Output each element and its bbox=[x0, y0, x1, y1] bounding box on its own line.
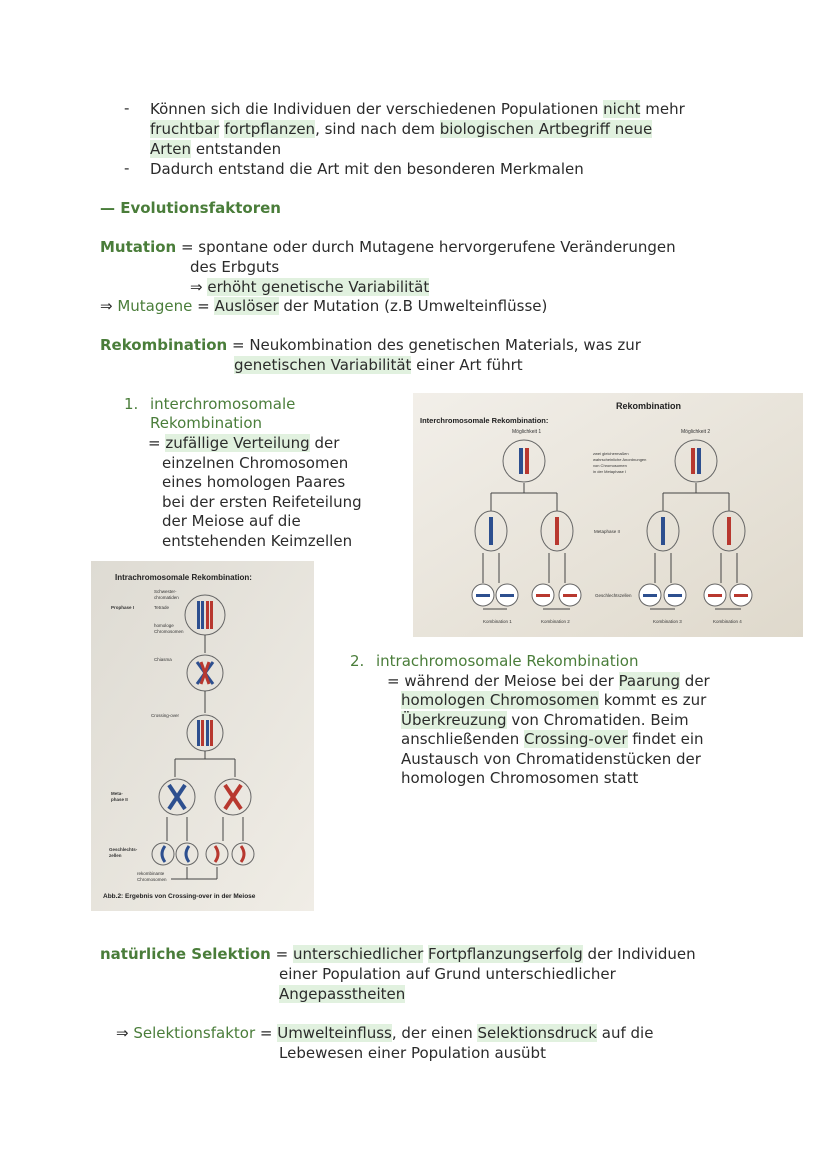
rekombination-definition: Rekombination = Neukombination des genetischen Materials, was zur bbox=[100, 336, 641, 354]
bullet-dash: - bbox=[124, 159, 130, 177]
inter-number: 1. bbox=[124, 395, 139, 413]
figure-inter-gametes: Geschlechtszellen bbox=[595, 593, 632, 598]
figure-intra-rekomb-1: rekombinante bbox=[137, 871, 165, 876]
figure-inter-note: in der Metaphase I bbox=[593, 469, 627, 474]
figure-intra-tetrade: Tetrade bbox=[154, 605, 170, 610]
figure-inter-moeglichkeit-2: Möglichkeit 2 bbox=[681, 429, 711, 435]
figure-intra-metaphase-2: phase II bbox=[111, 797, 128, 802]
mutation-term: Mutation bbox=[100, 238, 177, 256]
inter-title-2: Rekombination bbox=[150, 414, 263, 432]
intra-line-4: anschließenden Crossing-over findet ein bbox=[401, 730, 704, 748]
bullet-1-line-1: Können sich die Individuen der verschiedenen Populationen nicht mehr bbox=[150, 100, 685, 118]
figure-intra-geschlecht-2: zellen bbox=[109, 853, 122, 858]
bullet-1-line-3: Arten entstanden bbox=[150, 140, 282, 158]
inter-title-1: interchromosomale bbox=[150, 395, 296, 413]
figure-interchromosomal bbox=[413, 393, 803, 637]
figure-intrachromosomal-drawing bbox=[91, 561, 314, 911]
figure-intra-metaphase-1: Meta- bbox=[111, 791, 123, 796]
mutation-result: ⇒ erhöht genetische Variabilität bbox=[190, 278, 430, 296]
figure-intrachromosomal bbox=[91, 561, 314, 911]
intra-title: intrachromosomale Rekombination bbox=[376, 652, 639, 670]
intra-line-6: homologen Chromosomen statt bbox=[401, 769, 639, 787]
figure-intra-homologe: homologe bbox=[154, 623, 174, 628]
inter-definition-1: = zufällige Verteilung der bbox=[148, 434, 340, 452]
intra-line-3: Überkreuzung von Chromatiden. Beim bbox=[401, 711, 689, 729]
intra-line-2: homologen Chromosomen kommt es zur bbox=[401, 691, 707, 709]
figure-intra-schwester: chromatiden bbox=[154, 595, 179, 600]
figure-inter-metaphase: Metaphase II bbox=[594, 529, 621, 534]
figure-inter-moeglichkeit-1: Möglichkeit 1 bbox=[512, 429, 542, 435]
inter-line: eines homologen Paares bbox=[162, 473, 346, 491]
mutation-definition: Mutation = spontane oder durch Mutagene hervorgerufene Veränderungen bbox=[100, 238, 676, 256]
figure-interchromosomal-drawing bbox=[413, 393, 803, 637]
bullet-1-line-2: fruchtbar fortpflanzen, sind nach dem biologischen Artbegriff neue bbox=[150, 120, 653, 138]
mutagene-definition: ⇒ Mutagene = Auslöser der Mutation (z.B Umwelteinflüsse) bbox=[100, 297, 548, 315]
rekombination-definition-2: genetischen Variabilität einer Art führt bbox=[234, 356, 523, 374]
figure-inter-subtitle: Interchromosomale Rekombination: bbox=[420, 416, 549, 425]
section-heading: — Evolutionsfaktoren bbox=[100, 199, 281, 217]
selektion-definition: natürliche Selektion = unterschiedlicher Fortpflanzungserfolg der Individuen bbox=[100, 945, 696, 963]
figure-inter-kombination-2: Kombination 2 bbox=[541, 619, 570, 624]
figure-inter-note: wahrscheinliche Anordnungen bbox=[593, 457, 647, 462]
selektion-line-2: einer Population auf Grund unterschiedlicher bbox=[279, 965, 616, 983]
figure-inter-kombination-4: Kombination 4 bbox=[713, 619, 742, 624]
figure-intra-prophase: Prophase I bbox=[111, 605, 135, 610]
mutation-definition-2: des Erbguts bbox=[190, 258, 280, 276]
figure-intra-rekomb-2: Chromosomen bbox=[137, 877, 167, 882]
selektion-term: natürliche Selektion bbox=[100, 945, 271, 963]
figure-inter-note: zwei gleichermaßen bbox=[593, 451, 629, 456]
figure-inter-note: von Chromosomen bbox=[593, 463, 627, 468]
figure-intra-crossing: Crossing-over bbox=[151, 713, 180, 718]
figure-intra-geschlecht-1: Geschlechts- bbox=[109, 847, 138, 852]
intra-line-1: = während der Meiose bei der Paarung der bbox=[387, 672, 710, 690]
inter-line: der Meiose auf die bbox=[162, 512, 301, 530]
figure-inter-kombination-1: Kombination 1 bbox=[483, 619, 512, 624]
figure-intra-homologe: Chromosomen bbox=[154, 629, 184, 634]
figure-inter-kombination-3: Kombination 3 bbox=[653, 619, 682, 624]
figure-intra-chiasma: Chiasma bbox=[154, 657, 172, 662]
figure-intra-caption: Abb.2: Ergebnis von Crossing-over in der Meiose bbox=[103, 893, 256, 900]
selektion-line-3: Angepasstheiten bbox=[279, 985, 406, 1003]
inter-line: bei der ersten Reifeteilung bbox=[162, 493, 362, 511]
bullet-2: Dadurch entstand die Art mit den besonderen Merkmalen bbox=[150, 160, 584, 178]
inter-line: entstehenden Keimzellen bbox=[162, 532, 353, 550]
figure-intra-title: Intrachromosomale Rekombination: bbox=[115, 573, 252, 582]
figure-intra-schwester: Schwester- bbox=[154, 589, 177, 594]
inter-line: einzelnen Chromosomen bbox=[162, 454, 349, 472]
selektionsfaktor-line-2: Lebewesen einer Population ausübt bbox=[279, 1044, 546, 1062]
intra-line-5: Austausch von Chromatidenstücken der bbox=[401, 750, 701, 768]
bullet-dash: - bbox=[124, 99, 130, 117]
selektionsfaktor-definition: ⇒ Selektionsfaktor = Umwelteinfluss, der einen Selektionsdruck auf die bbox=[116, 1024, 654, 1042]
figure-inter-title: Rekombination bbox=[616, 401, 682, 411]
selektionsfaktor-term: Selektionsfaktor bbox=[133, 1024, 256, 1042]
rekombination-term: Rekombination bbox=[100, 336, 228, 354]
intra-number: 2. bbox=[350, 652, 365, 670]
